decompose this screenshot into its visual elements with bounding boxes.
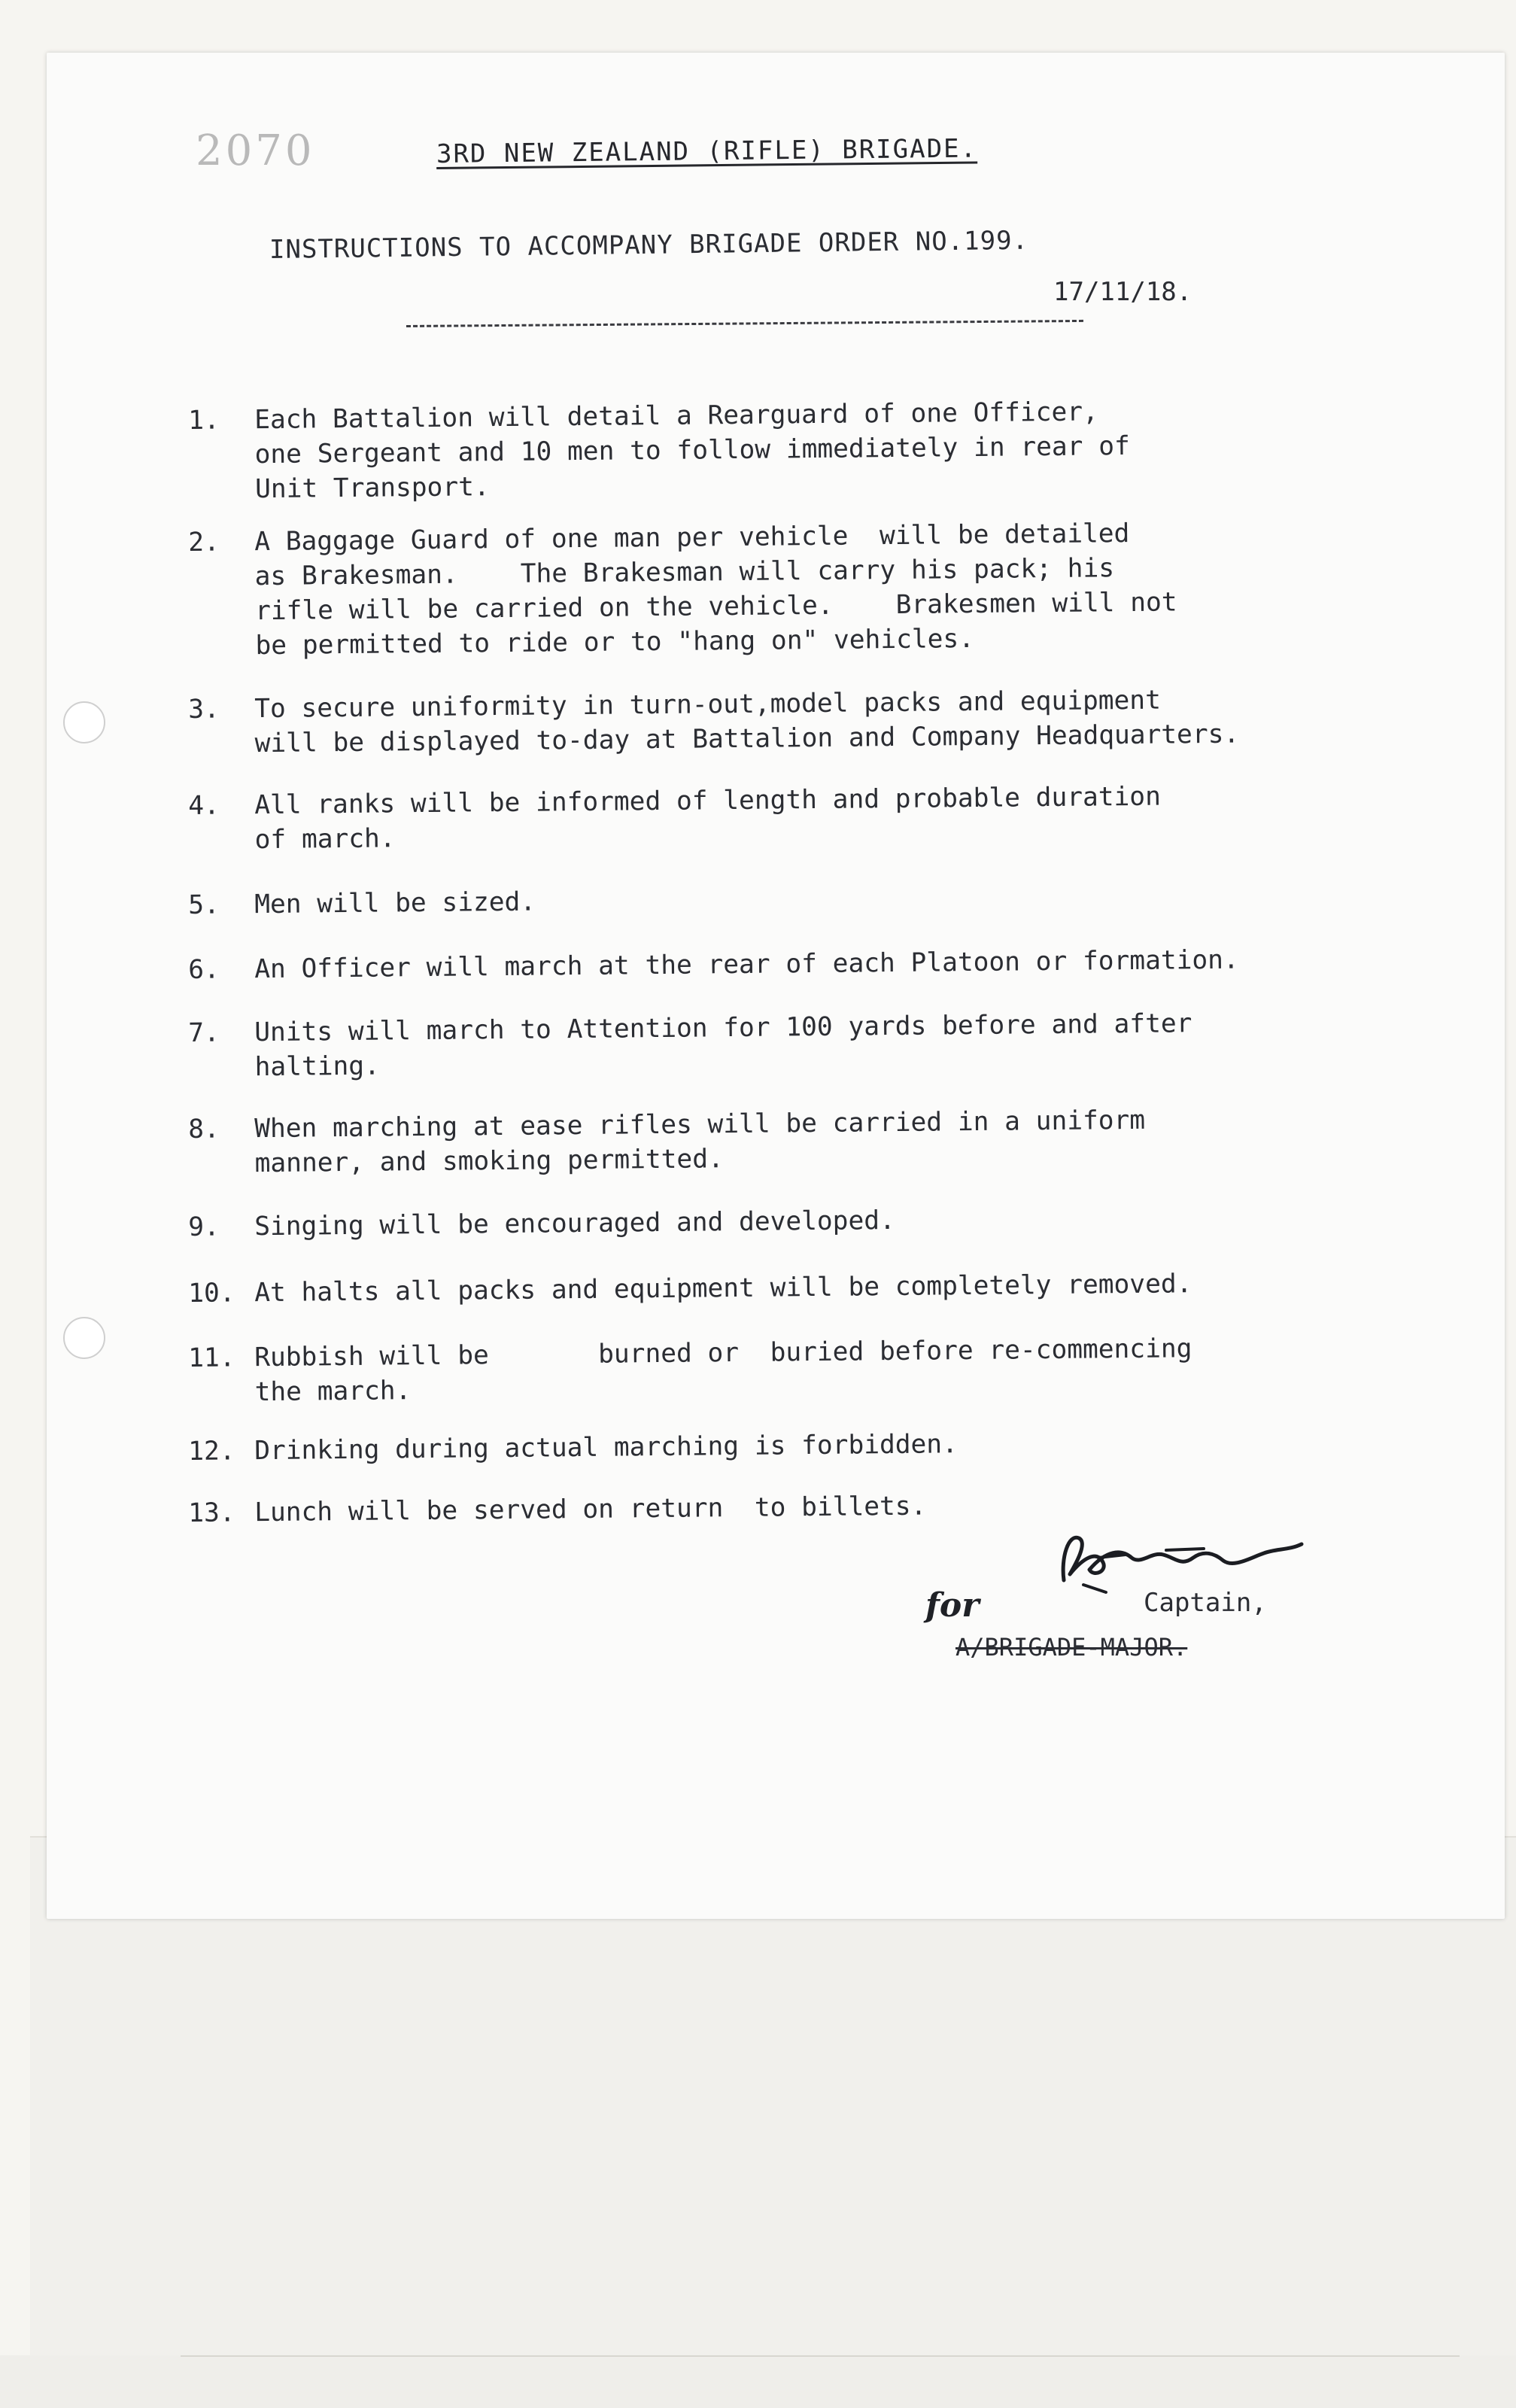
for-mark: for bbox=[925, 1586, 980, 1625]
signatory-role: A/BRIGADE-MAJOR. bbox=[955, 1633, 1188, 1662]
item-text: Drinking during actual marching is forbidden. bbox=[254, 1429, 959, 1467]
list-item bbox=[188, 391, 1483, 507]
item-number: 4. bbox=[188, 790, 220, 821]
item-text: Units will march to Attention for 100 yards before and after halting. bbox=[254, 1008, 1192, 1083]
item-number: 5. bbox=[188, 889, 220, 920]
item-text: Rubbish will be burned or buried before re-commencing the march. bbox=[254, 1333, 1192, 1408]
item-number: 1. bbox=[188, 405, 220, 436]
document-title: 3RD NEW ZEALAND (RIFLE) BRIGADE. bbox=[436, 133, 978, 169]
archive-number: 2070 bbox=[196, 126, 315, 175]
item-text: All ranks will be informed of length and probable duration of march. bbox=[254, 781, 1162, 856]
item-number: 13. bbox=[188, 1497, 235, 1528]
item-text: At halts all packs and equipment will be completely removed. bbox=[254, 1269, 1192, 1309]
page-bottom-edge bbox=[0, 2355, 1516, 2408]
item-number: 11. bbox=[188, 1342, 235, 1373]
item-number: 10. bbox=[188, 1278, 235, 1309]
list-item bbox=[188, 776, 1483, 858]
document-date: 17/11/18. bbox=[1053, 277, 1192, 307]
item-text: Singing will be encouraged and developed. bbox=[254, 1205, 895, 1242]
list-item bbox=[188, 512, 1484, 664]
list-item bbox=[188, 1099, 1483, 1181]
item-number: 8. bbox=[188, 1114, 220, 1145]
signatory-rank: Captain, bbox=[1144, 1588, 1267, 1618]
list-item bbox=[188, 680, 1483, 762]
punch-hole-bottom bbox=[63, 1317, 105, 1359]
item-text: Each Battalion will detail a Rearguard of one Officer, one Sergeant and 10 men to follow immediately in rear of Unit Transport. bbox=[254, 397, 1130, 505]
bottom-edge-line bbox=[181, 2355, 1460, 2357]
signature-scrawl bbox=[1053, 1528, 1309, 1595]
item-number: 2. bbox=[188, 527, 220, 558]
item-text: To secure uniformity in turn-out,model packs and equipment will be displayed to-day at Battalion and Company Headquarters. bbox=[254, 685, 1240, 759]
item-number: 9. bbox=[188, 1212, 220, 1242]
item-text: Men will be sized. bbox=[254, 886, 536, 920]
list-item bbox=[188, 1003, 1483, 1085]
list-item bbox=[188, 1328, 1483, 1410]
item-number: 7. bbox=[188, 1017, 220, 1048]
item-text: Lunch will be served on return to billets. bbox=[254, 1491, 927, 1528]
punch-hole-top bbox=[63, 701, 105, 743]
item-text: When marching at ease rifles will be carried in a uniform manner, and smoking permitted. bbox=[254, 1105, 1146, 1179]
item-text: A Baggage Guard of one man per vehicle will be detailed as Brakesman. The Brakesman will carry his pack; his rifle will be carried on the vehicle. Brakesmen will not be permitted to ride or to "hang on" vehicles. bbox=[254, 518, 1177, 661]
item-text: An Officer will march at the rear of each Platoon or formation. bbox=[254, 944, 1239, 985]
document-subtitle: INSTRUCTIONS TO ACCOMPANY BRIGADE ORDER NO.199. bbox=[269, 225, 1029, 265]
item-number: 6. bbox=[188, 954, 220, 985]
item-number: 3. bbox=[188, 694, 220, 725]
signature-block bbox=[925, 1528, 1317, 1678]
item-number: 12. bbox=[188, 1436, 235, 1467]
